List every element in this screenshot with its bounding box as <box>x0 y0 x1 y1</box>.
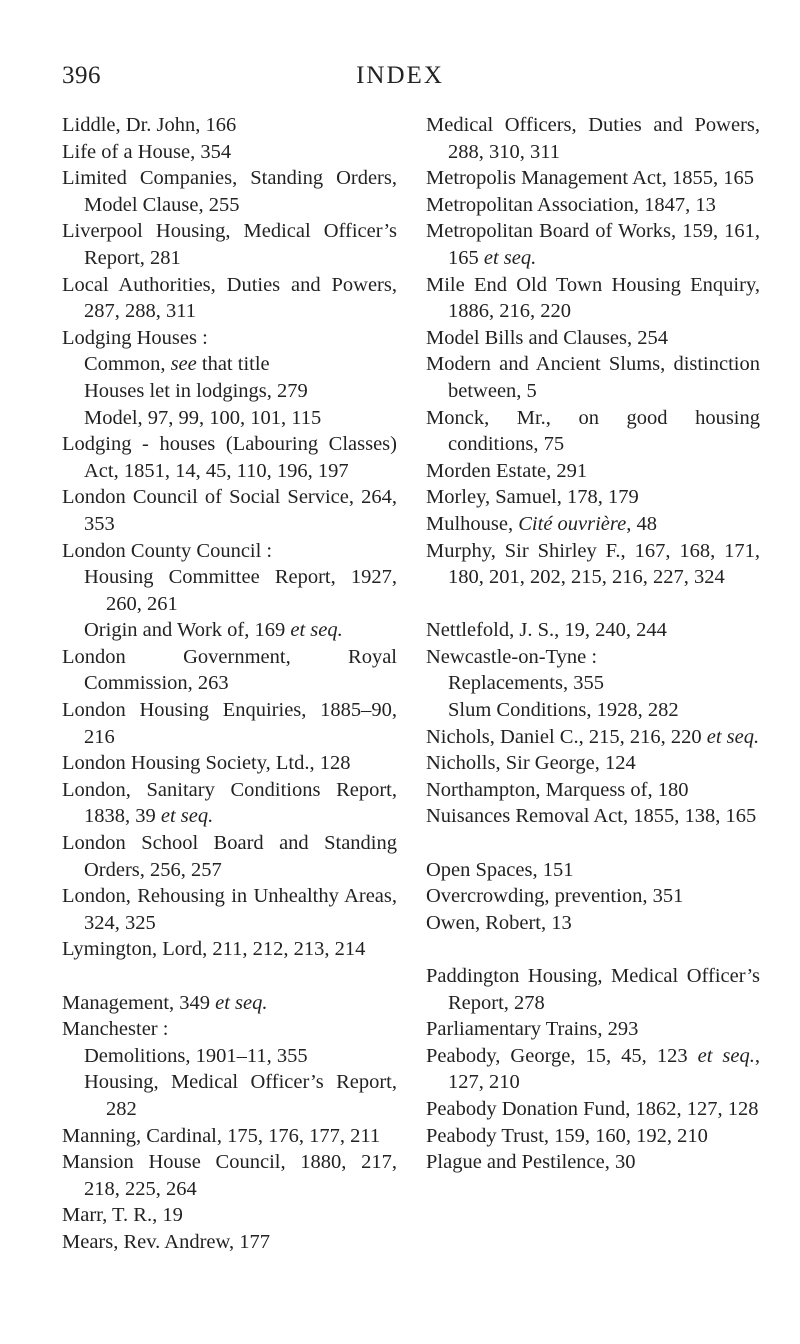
entry-text: Limited Companies, Standing Orders, Model Clause, 255 <box>62 167 397 216</box>
entry-text: Mansion House Council, 1880, 217, 218, 225, 264 <box>62 1151 397 1200</box>
entry-text: Housing, Medical Officer’s Report, 282 <box>84 1071 397 1120</box>
index-entry <box>426 218 760 271</box>
entry-italic-text: et seq. <box>697 1044 755 1067</box>
entry-text: Overcrowding, prevention, 351 <box>426 885 684 908</box>
entry-text: Metropolis Management Act, 1855, 165 <box>426 167 754 190</box>
entry-text: Monck, Mr., on good housing conditions, 75 <box>426 406 760 456</box>
entry-text: Model Bills and Clauses, 254 <box>426 326 669 349</box>
entry-text: Model, 97, 99, 100, 101, 115 <box>84 406 322 429</box>
index-entry <box>62 1202 397 1229</box>
index-entry <box>62 883 397 936</box>
entry-text: Housing Committee Report, 1927, 260, 261 <box>84 566 397 615</box>
index-entry <box>62 431 397 484</box>
entry-text: Parliamentary Trains, 293 <box>426 1018 639 1041</box>
entry-text: Manning, Cardinal, 175, 176, 177, 211 <box>62 1124 381 1147</box>
entry-text: Metropolitan Association, 1847, 13 <box>426 193 716 216</box>
entry-text: London Government, Royal Commission, 263 <box>62 645 397 695</box>
entry-text: Nuisances Removal Act, 1855, 138, 165 <box>426 805 757 828</box>
entry-text: Medical Officers, Duties and Powers, 288, 310, 311 <box>426 114 760 163</box>
entry-text-after: , 48 <box>626 512 657 535</box>
running-title: INDEX <box>356 62 444 89</box>
entry-text: Liverpool Housing, Medical Officer’s Report, 281 <box>62 220 397 269</box>
entry-italic-text: see <box>170 353 197 376</box>
index-entry <box>62 1149 397 1202</box>
index-column-right <box>426 112 760 1176</box>
entry-text-after: that title <box>196 353 270 376</box>
page-number: 396 <box>62 62 101 89</box>
entry-text: Marr, T. R., 19 <box>62 1204 183 1227</box>
entry-text: Lodging Houses : <box>62 326 208 349</box>
index-entry <box>62 830 397 883</box>
entry-text: London, Rehousing in Unhealthy Areas, 324, 325 <box>62 885 397 934</box>
index-entry <box>426 724 760 751</box>
index-subentry <box>62 564 397 617</box>
letter-group-gap <box>426 936 760 963</box>
entry-text: Manchester : <box>62 1018 169 1041</box>
index-entry <box>62 697 397 750</box>
index-entry <box>426 777 760 804</box>
entry-text: Paddington Housing, Medical Officer’s Report, 278 <box>426 965 760 1014</box>
entry-text: Lymington, Lord, 211, 212, 213, 214 <box>62 938 366 961</box>
entry-text-after: , 127, 210 <box>448 1044 760 1094</box>
index-entry <box>426 857 760 884</box>
entry-text: Mulhouse, <box>426 512 519 535</box>
entry-text: London, Sanitary Conditions Report, 1838, 39 <box>62 778 397 828</box>
index-entry <box>426 910 760 937</box>
entry-text: Peabody Donation Fund, 1862, 127, 128 <box>426 1097 759 1120</box>
entry-text: Peabody, George, 15, 45, 123 <box>426 1044 698 1067</box>
index-subentry <box>426 670 760 697</box>
entry-text: London Housing Society, Ltd., 128 <box>62 752 351 775</box>
index-entry <box>426 112 760 165</box>
index-entry <box>426 963 760 1016</box>
index-entry <box>62 1016 397 1043</box>
index-entry <box>62 139 397 166</box>
index-entry <box>62 112 397 139</box>
entry-text: Metropolitan Board of Works, 159, 161, 165 <box>426 220 760 269</box>
index-subentry <box>62 1043 397 1070</box>
entry-text: Morden Estate, 291 <box>426 459 588 482</box>
index-entry <box>426 750 760 777</box>
entry-text: Mile End Old Town Housing Enquiry, 1886, 216, 220 <box>426 273 760 323</box>
index-subentry <box>62 405 397 432</box>
entry-text: Local Authorities, Duties and Powers, 287, 288, 311 <box>62 273 397 323</box>
index-entry <box>426 803 760 830</box>
letter-group-gap <box>426 591 760 618</box>
entry-text: Lodging - houses (Labouring Classes) Act, 1851, 14, 45, 110, 196, 197 <box>62 433 397 482</box>
entry-text: Nettlefold, J. S., 19, 240, 244 <box>426 619 667 642</box>
index-subentry <box>62 351 397 378</box>
index-subentry <box>62 378 397 405</box>
index-entry <box>426 272 760 325</box>
index-subentry <box>62 617 397 644</box>
entry-text: Plague and Pestilence, 30 <box>426 1151 636 1174</box>
entry-text: Murphy, Sir Shirley F., 167, 168, 171, 180, 201, 202, 215, 216, 227, 324 <box>426 539 760 589</box>
index-entry <box>426 1149 760 1176</box>
index-subentry <box>426 697 760 724</box>
entry-text: Nicholls, Sir George, 124 <box>426 752 636 775</box>
index-entry <box>426 458 760 485</box>
entry-text: Owen, Robert, 13 <box>426 911 572 934</box>
index-entry <box>426 192 760 219</box>
index-entry <box>62 990 397 1017</box>
entry-text: Slum Conditions, 1928, 282 <box>448 699 679 722</box>
entry-text: Liddle, Dr. John, 166 <box>62 114 237 136</box>
entry-text: London School Board and Standing Orders, 256, 257 <box>62 832 397 881</box>
index-entry <box>426 484 760 511</box>
index-entry <box>426 1096 760 1123</box>
index-entry <box>62 750 397 777</box>
index-subentry <box>62 1069 397 1122</box>
index-entry <box>62 325 397 352</box>
entry-text: Morley, Samuel, 178, 179 <box>426 486 639 509</box>
entry-italic-text: et seq. <box>215 991 268 1014</box>
entry-italic-text: et seq. <box>483 246 537 269</box>
entry-text: London Council of Social Service, 264, 353 <box>62 486 397 535</box>
entry-text: Houses let in lodgings, 279 <box>84 379 308 402</box>
index-entry <box>426 325 760 352</box>
entry-text: Common, <box>84 353 171 376</box>
entry-text: Open Spaces, 151 <box>426 858 574 881</box>
entry-text: Replacements, 355 <box>448 672 604 695</box>
index-entry <box>426 165 760 192</box>
entry-text: Origin and Work of, 169 <box>84 619 291 642</box>
index-entry <box>426 1016 760 1043</box>
index-entry <box>62 484 397 537</box>
entry-text: London County Council : <box>62 539 273 562</box>
letter-group-gap <box>62 963 397 990</box>
index-entry <box>62 538 397 565</box>
index-entry <box>426 617 760 644</box>
index-entry <box>62 165 397 218</box>
entry-text: Life of a House, 354 <box>62 140 232 163</box>
index-entry <box>426 644 760 671</box>
entry-text: Modern and Ancient Slums, distinction between, 5 <box>426 353 760 402</box>
entry-text: London Housing Enquiries, 1885–90, 216 <box>62 699 397 748</box>
index-column-left <box>62 112 397 1256</box>
entry-italic-text: et seq. <box>706 725 760 748</box>
index-entry <box>62 218 397 271</box>
entry-italic-text: et seq. <box>160 805 214 828</box>
index-entry <box>426 1123 760 1150</box>
entry-text: Nichols, Daniel C., 215, 216, 220 <box>426 725 707 748</box>
index-entry <box>62 936 397 963</box>
entry-text: Demolitions, 1901–11, 355 <box>84 1044 308 1067</box>
index-entry <box>62 1123 397 1150</box>
index-entry <box>62 644 397 697</box>
index-entry <box>62 272 397 325</box>
entry-text: Newcastle-on-Tyne : <box>426 645 598 668</box>
index-entry <box>426 538 760 591</box>
entry-italic-text: et seq. <box>290 619 343 642</box>
index-entry <box>426 1043 760 1096</box>
entry-text: Peabody Trust, 159, 160, 192, 210 <box>426 1124 708 1147</box>
index-entry <box>426 351 760 404</box>
entry-italic-text: Cité ouvrière <box>518 512 627 535</box>
entry-text: Mears, Rev. Andrew, 177 <box>62 1230 270 1253</box>
index-entry <box>62 1229 397 1256</box>
page-header <box>0 62 800 102</box>
entry-text: Northampton, Marquess of, 180 <box>426 778 689 801</box>
index-entry <box>426 883 760 910</box>
letter-group-gap <box>426 830 760 857</box>
index-entry <box>62 777 397 830</box>
index-entry <box>426 405 760 458</box>
entry-text: Management, 349 <box>62 991 216 1014</box>
index-entry <box>426 511 760 538</box>
